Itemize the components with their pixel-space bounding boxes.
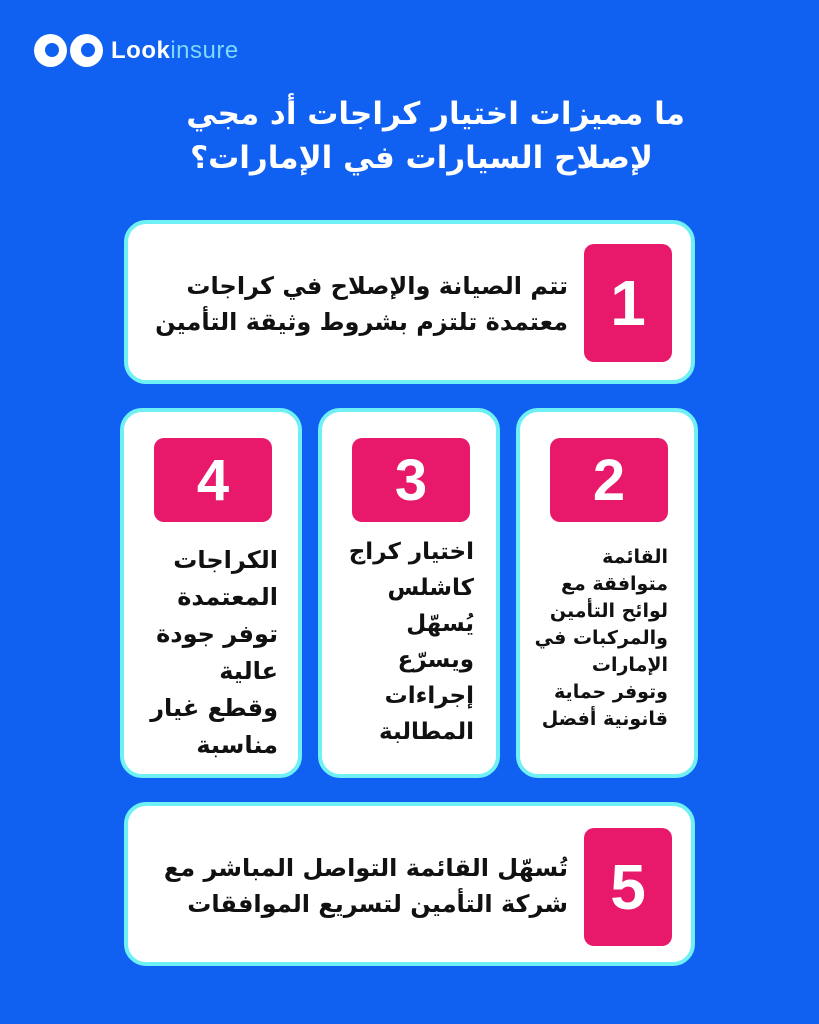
feature-text-line: لوائح التأمين: [549, 600, 668, 622]
brand-name: [111, 37, 239, 65]
feature-text-line: القائمة: [602, 546, 668, 568]
feature-text: [128, 542, 278, 764]
feature-text-line: شركة التأمين لتسريع الموافقات: [187, 890, 568, 918]
feature-text-line: عالية: [219, 657, 278, 685]
eye-left-icon: [34, 34, 67, 67]
feature-number-badge: 2: [550, 438, 668, 522]
brand-logo: [34, 34, 239, 67]
feature-card-1: [124, 220, 695, 384]
feature-text-line: تُسهّل القائمة التواصل المباشر مع: [163, 854, 568, 882]
eyes-icon: [34, 34, 103, 67]
feature-number-badge: 4: [154, 438, 272, 522]
feature-number-badge: 3: [352, 438, 470, 522]
feature-number-badge: 1: [584, 244, 672, 362]
feature-text: [148, 850, 568, 922]
feature-text-line: يُسهّل: [406, 611, 474, 637]
feature-text-line: ويسرّع: [397, 647, 474, 673]
brand-name-bold: Look: [111, 36, 171, 64]
feature-card-2: [516, 408, 698, 778]
brand-name-light: insure: [170, 36, 239, 64]
eye-right-icon: [70, 34, 103, 67]
feature-text-line: متوافقة مع: [561, 573, 668, 595]
feature-text-line: اختيار كراج: [348, 539, 474, 565]
feature-card-3: [318, 408, 500, 778]
feature-text: [508, 544, 668, 733]
feature-text-line: والمركبات في: [534, 627, 668, 649]
feature-text-line: قانونية أفضل: [541, 708, 668, 730]
page-title: [100, 92, 685, 180]
title-line-1: ما مميزات اختيار كراجات أد مجي: [186, 96, 685, 132]
feature-card-5: [124, 802, 695, 966]
feature-text-line: المعتمدة: [177, 583, 278, 611]
feature-text-line: وقطع غيار: [150, 694, 278, 722]
feature-text-line: كاشلس: [387, 575, 474, 601]
feature-text: [324, 534, 474, 750]
title-line-2: لإصلاح السيارات في الإمارات؟: [190, 140, 653, 176]
feature-text-line: إجراءات: [384, 683, 474, 709]
feature-text-line: تتم الصيانة والإصلاح في كراجات: [186, 272, 568, 300]
feature-text-line: مناسبة: [196, 731, 278, 759]
feature-number-badge: 5: [584, 828, 672, 946]
feature-text: [148, 268, 568, 340]
feature-text-line: الكراجات: [173, 546, 278, 574]
feature-text-line: توفر جودة: [156, 620, 278, 648]
feature-text-line: الإمارات: [591, 654, 668, 676]
feature-card-4: [120, 408, 302, 778]
feature-text-line: وتوفر حماية: [554, 681, 668, 703]
feature-text-line: معتمدة تلتزم بشروط وثيقة التأمين: [155, 308, 568, 336]
feature-text-line: المطالبة: [379, 719, 474, 745]
